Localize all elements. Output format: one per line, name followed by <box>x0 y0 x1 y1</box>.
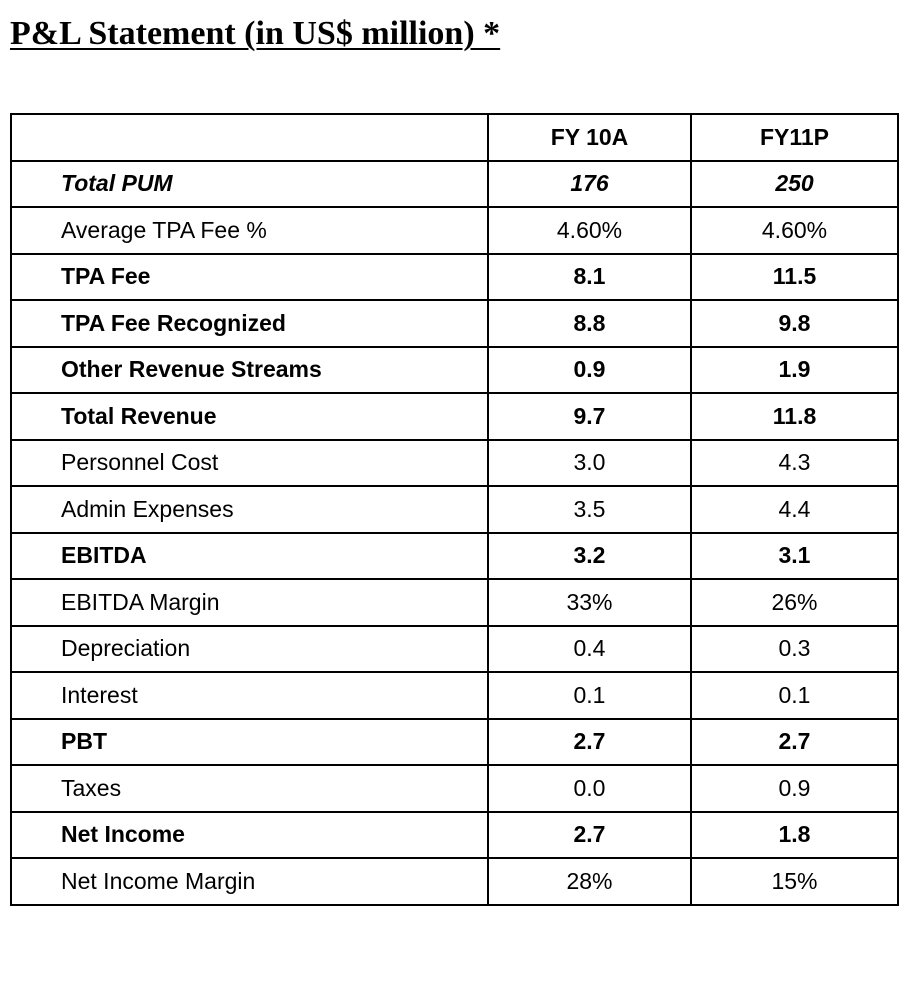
fy10a-value: 9.7 <box>488 393 691 440</box>
table-row <box>11 207 898 254</box>
fy11p-value: 250 <box>691 161 898 208</box>
row-label: Other Revenue Streams <box>11 347 488 394</box>
fy11p-value: 2.7 <box>691 719 898 766</box>
table-row <box>11 347 898 394</box>
header-fy11p: FY11P <box>691 114 898 161</box>
table-row <box>11 719 898 766</box>
fy10a-value: 28% <box>488 858 691 905</box>
table-row <box>11 672 898 719</box>
table-row <box>11 858 898 905</box>
table-row <box>11 765 898 812</box>
row-label: EBITDA Margin <box>11 579 488 626</box>
row-label: TPA Fee <box>11 254 488 301</box>
table-row <box>11 533 898 580</box>
table-row <box>11 486 898 533</box>
row-label: PBT <box>11 719 488 766</box>
row-label: Average TPA Fee % <box>11 207 488 254</box>
row-label: Depreciation <box>11 626 488 673</box>
pl-statement-table <box>10 113 899 906</box>
header-fy10a: FY 10A <box>488 114 691 161</box>
fy10a-value: 176 <box>488 161 691 208</box>
row-label: Net Income <box>11 812 488 859</box>
row-label: EBITDA <box>11 533 488 580</box>
fy11p-value: 0.9 <box>691 765 898 812</box>
fy11p-value: 0.3 <box>691 626 898 673</box>
row-label: Total PUM <box>11 161 488 208</box>
fy11p-value: 0.1 <box>691 672 898 719</box>
fy10a-value: 0.4 <box>488 626 691 673</box>
row-label: Taxes <box>11 765 488 812</box>
fy11p-value: 4.4 <box>691 486 898 533</box>
fy11p-value: 26% <box>691 579 898 626</box>
table-row <box>11 393 898 440</box>
fy10a-value: 2.7 <box>488 719 691 766</box>
fy11p-value: 9.8 <box>691 300 898 347</box>
fy11p-value: 1.9 <box>691 347 898 394</box>
fy10a-value: 0.1 <box>488 672 691 719</box>
table-row <box>11 626 898 673</box>
table-row <box>11 440 898 487</box>
table-row <box>11 161 898 208</box>
table-row <box>11 300 898 347</box>
row-label: Personnel Cost <box>11 440 488 487</box>
fy10a-value: 0.0 <box>488 765 691 812</box>
fy10a-value: 3.2 <box>488 533 691 580</box>
table-row <box>11 812 898 859</box>
fy11p-value: 4.60% <box>691 207 898 254</box>
fy11p-value: 15% <box>691 858 898 905</box>
page-title: P&L Statement (in US$ million) * <box>10 15 501 52</box>
fy11p-value: 1.8 <box>691 812 898 859</box>
fy10a-value: 8.1 <box>488 254 691 301</box>
fy10a-value: 0.9 <box>488 347 691 394</box>
fy10a-value: 3.0 <box>488 440 691 487</box>
fy11p-value: 3.1 <box>691 533 898 580</box>
fy11p-value: 11.8 <box>691 393 898 440</box>
fy10a-value: 3.5 <box>488 486 691 533</box>
row-label: TPA Fee Recognized <box>11 300 488 347</box>
table-header-row <box>11 114 898 161</box>
table-body <box>11 161 898 905</box>
fy10a-value: 2.7 <box>488 812 691 859</box>
row-label: Interest <box>11 672 488 719</box>
fy11p-value: 11.5 <box>691 254 898 301</box>
fy11p-value: 4.3 <box>691 440 898 487</box>
fy10a-value: 8.8 <box>488 300 691 347</box>
row-label: Admin Expenses <box>11 486 488 533</box>
row-label: Total Revenue <box>11 393 488 440</box>
header-label-column <box>11 114 488 161</box>
fy10a-value: 33% <box>488 579 691 626</box>
table-row <box>11 254 898 301</box>
table-row <box>11 579 898 626</box>
fy10a-value: 4.60% <box>488 207 691 254</box>
row-label: Net Income Margin <box>11 858 488 905</box>
